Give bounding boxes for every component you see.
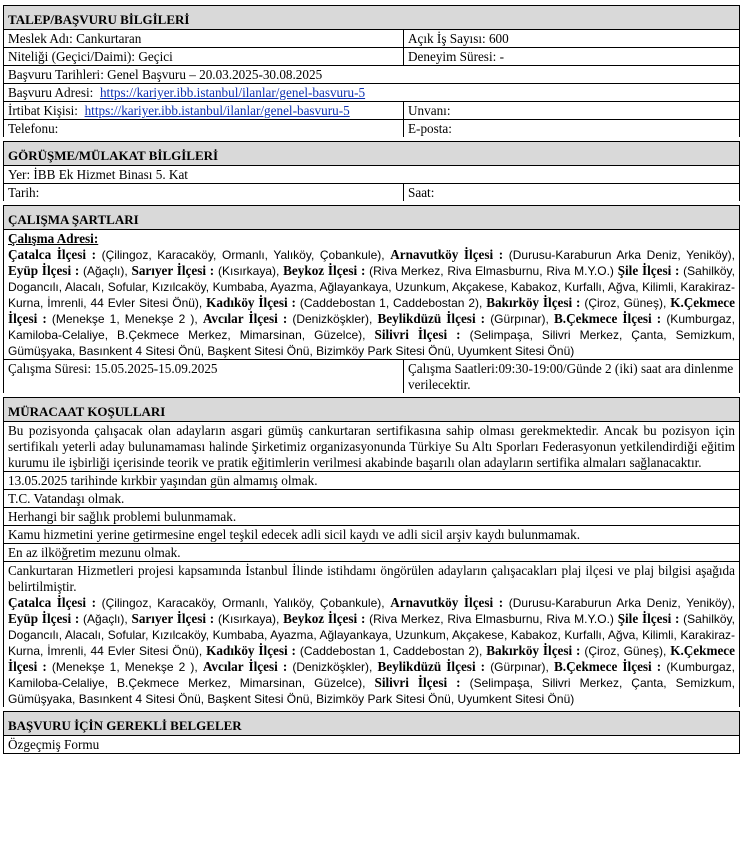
district-name: Eyüp İlçesi : — [8, 263, 80, 278]
district-name: B.Çekmece İlçesi : — [554, 659, 662, 674]
row-egitim — [3, 543, 740, 561]
district-name: Sarıyer İlçesi : — [131, 263, 215, 278]
row-yas — [3, 471, 740, 489]
basvuru-adresi-link[interactable]: https://kariyer.ibb.istanbul/ilanlar/genel-basvuru-5 — [99, 85, 366, 100]
district-detail: (Çilingoz, Karacaköy, Ormanlı, Yalıköy, Çobankule), — [96, 248, 391, 262]
meslek-adi: Meslek Adı: Cankurtaran — [4, 30, 404, 47]
district-name: Arnavutköy İlçesi : — [390, 595, 504, 610]
district-name: K.Çekmece İlçesi : — [8, 295, 735, 326]
district-detail: (Çilingoz, Karacaköy, Ormanlı, Yalıköy, Çobankule), — [96, 596, 391, 610]
district-detail: (Kısırkaya), — [214, 264, 284, 278]
district-name: Eyüp İlçesi : — [8, 611, 80, 626]
section-header-calisma: ÇALIŞMA ŞARTLARI — [3, 205, 740, 229]
district-name: Çatalca İlçesi : — [8, 247, 97, 262]
row-calisma-adresi — [3, 229, 740, 359]
district-list-1 — [8, 247, 735, 359]
calisma-adresi-block — [4, 230, 739, 359]
row-tc — [3, 489, 740, 507]
district-name: Arnavutköy İlçesi : — [390, 247, 504, 262]
district-name: Avcılar İlçesi : — [202, 311, 288, 326]
row-meslek — [3, 29, 740, 47]
row-saglik — [3, 507, 740, 525]
district-detail: (Denizköşkler), — [287, 660, 378, 674]
row-irtibat — [3, 101, 740, 119]
district-name: B.Çekmece İlçesi : — [554, 311, 662, 326]
district-name: Beylikdüzü İlçesi : — [377, 311, 486, 326]
deneyim-suresi: Deneyim Süresi: - — [408, 49, 504, 64]
egitim-kosulu: En az ilköğretim mezunu olmak. — [8, 545, 181, 560]
calisma-adresi-title: Çalışma Adresi: — [8, 231, 99, 246]
gorusme-tarihi: Tarih: — [4, 184, 404, 201]
district-detail: (Denizköşkler), — [287, 312, 378, 326]
district-detail: (Menekşe 1, Menekşe 2 ), — [46, 660, 203, 674]
district-detail: (Sahilköy, Dogancılı, Alacalı, Sofular, Kızılcaköy, Kumbaba, Ayazma, Ağlayankaya, Uzunkum, Akçakese, Kabakoz, Kurfallı, Ağva, Kilimli, Karakiraz-Kurna, İmrenli, 44 Evler Sitesi Önü), — [8, 612, 735, 658]
unvan: Unvanı: — [408, 103, 451, 118]
plaj-intro: Cankurtaran Hizmetleri projesi kapsamında İstanbul İlinde istihdamı öngörülen adayların çalışacakları plaj ilçesi ve plaj bilgisi aşağıda belirtilmiştir. — [8, 563, 735, 594]
district-name: K.Çekmece İlçesi : — [8, 643, 735, 674]
district-name: Beylikdüzü İlçesi : — [377, 659, 486, 674]
gorusme-yeri: Yer: İBB Ek Hizmet Binası 5. Kat — [8, 167, 188, 182]
district-list-2 — [8, 595, 735, 707]
district-detail: (Ağaçlı), — [79, 264, 132, 278]
ozgecmis-formu: Özgeçmiş Formu — [8, 737, 100, 752]
row-nitelik — [3, 47, 740, 65]
section-header-talep: TALEP/BAŞVURU BİLGİLERİ — [3, 5, 740, 29]
irtibat-kisisi — [4, 102, 404, 119]
district-detail: (Selimpaşa, Silivri Merkez, Çanta, Semizkum, Gümüşyaka, Basınkent 4 Sitesi Önü, Başkent Sitesi Önü, Bizimköy Park Sitesi Önü, Uyumkent Sitesi Önü) — [8, 676, 735, 706]
district-detail: (Menekşe 1, Menekşe 2 ), — [46, 312, 203, 326]
application-document — [3, 5, 740, 754]
district-detail: (Riva Merkez, Riva Elmasburnu, Riva M.Y.O.) — [365, 264, 618, 278]
row-tarihler — [3, 65, 740, 83]
basvuru-adresi — [4, 84, 739, 101]
district-detail: (Gürpınar), — [485, 312, 554, 326]
telefon: Telefonu: — [4, 120, 404, 137]
vatandaslik-kosulu: T.C. Vatandaşı olmak. — [8, 491, 125, 506]
sertifika-paragraph: Bu pozisyonda çalışacak olan adayların asgari gümüş cankurtaran sertifikasına sahip olması gerekmektedir. Ancak bu pozisyon için sertifikalı yeterli aday bulunamaması halinde Şirketimiz organizasyonunda Türkiye Su Altı Sporları Federasyonun yetkilendirdiği eğitim kurumu ile işbirliği içerisinde teorik ve pratik eğitimlerin verilmesi akabinde başarılı olan adayların sertifika almaları sağlanacaktır. — [8, 423, 735, 470]
row-sure-saat — [3, 359, 740, 393]
district-detail: (Sahilköy, Dogancılı, Alacalı, Sofular, Kızılcaköy, Kumbaba, Ayazma, Ağlayankaya, Uzunkum, Akçakese, Kabakoz, Kurfallı, Ağva, Kilimli, Karakiraz-Kurna, İmrenli, 44 Evler Sitesi Önü), — [8, 264, 735, 310]
district-detail: (Durusu-Karaburun Arka Deniz, Yeniköy), — [503, 596, 735, 610]
district-name: Avcılar İlçesi : — [202, 659, 288, 674]
district-detail: (Durusu-Karaburun Arka Deniz, Yeniköy), — [503, 248, 735, 262]
eposta: E-posta: — [408, 121, 452, 136]
district-detail: (Riva Merkez, Riva Elmasburnu, Riva M.Y.O.) — [365, 612, 618, 626]
district-detail: (Selimpaşa, Silivri Merkez, Çanta, Semizkum, Gümüşyaka, Basınkent 4 Sitesi Önü, Başkent Sitesi Önü, Bizimköy Park Sitesi Önü, Uyumkent Sitesi Önü) — [8, 328, 735, 358]
basvuru-adresi-label: Başvuru Adresi: — [8, 85, 94, 100]
row-plaj — [3, 561, 740, 707]
district-name: Kadıköy İlçesi : — [206, 295, 296, 310]
district-name: Sarıyer İlçesi : — [131, 611, 215, 626]
row-sicil — [3, 525, 740, 543]
district-detail: (Çiroz, Güneş), — [580, 644, 671, 658]
section-header-muracaat: MÜRACAAT KOŞULLARI — [3, 397, 740, 421]
district-name: Çatalca İlçesi : — [8, 595, 97, 610]
row-yer — [3, 165, 740, 183]
calisma-suresi: Çalışma Süresi: 15.05.2025-15.09.2025 — [4, 360, 404, 393]
district-detail: (Kumburgaz, Kamiloba-Celaliye, B.Çekmece Merkez, Mimarsinan, Güzelce), — [8, 312, 736, 342]
section-header-gorusme: GÖRÜŞME/MÜLAKAT BİLGİLERİ — [3, 141, 740, 165]
district-name: Şile İlçesi : — [617, 611, 680, 626]
district-name: Bakırköy İlçesi : — [486, 643, 581, 658]
row-tarih-saat — [3, 183, 740, 201]
district-name: Silivri İlçesi : — [374, 327, 461, 342]
irtibat-label: İrtibat Kişisi: — [8, 103, 78, 118]
gorusme-saati: Saat: — [408, 185, 435, 200]
district-detail: (Caddebostan 1, Caddebostan 2), — [295, 296, 487, 310]
district-detail: (Gürpınar), — [485, 660, 554, 674]
acik-is-sayisi: Açık İş Sayısı: 600 — [408, 31, 509, 46]
district-name: Beykoz İlçesi : — [283, 611, 366, 626]
saglik-kosulu: Herhangi bir sağlık problemi bulunmamak. — [8, 509, 237, 524]
row-ozgecmis — [3, 735, 740, 754]
sicil-kosulu: Kamu hizmetini yerine getirmesine engel teşkil edecek adli sicil kaydı ve adli sicil arşiv kaydı bulunmamak. — [8, 527, 581, 542]
district-detail: (Ağaçlı), — [79, 612, 132, 626]
district-detail: (Kısırkaya), — [214, 612, 284, 626]
row-adres — [3, 83, 740, 101]
basvuru-tarihleri: Başvuru Tarihleri: Genel Başvuru – 20.03.2025-30.08.2025 — [8, 67, 323, 82]
plaj-block — [4, 562, 739, 707]
district-detail: (Kumburgaz, Kamiloba-Celaliye, B.Çekmece Merkez, Mimarsinan, Güzelce), — [8, 660, 736, 690]
district-name: Şile İlçesi : — [617, 263, 680, 278]
yas-kosulu: 13.05.2025 tarihinde kırkbir yaşından gün almamış olmak. — [8, 473, 318, 488]
district-name: Bakırköy İlçesi : — [486, 295, 581, 310]
irtibat-link[interactable]: https://kariyer.ibb.istanbul/ilanlar/genel-basvuru-5 — [84, 103, 350, 118]
nitelik: Niteliği (Geçici/Daimi): Geçici — [4, 48, 404, 65]
district-detail: (Caddebostan 1, Caddebostan 2), — [295, 644, 487, 658]
calisma-saatleri: Çalışma Saatleri:09:30-19:00/Günde 2 (iki) saat ara dinlenme verilecektir. — [408, 361, 734, 392]
row-sertifika — [3, 421, 740, 471]
district-name: Beykoz İlçesi : — [283, 263, 366, 278]
district-name: Kadıköy İlçesi : — [206, 643, 296, 658]
row-telefon — [3, 119, 740, 137]
district-name: Silivri İlçesi : — [374, 675, 461, 690]
district-detail: (Çiroz, Güneş), — [580, 296, 671, 310]
section-header-belgeler: BAŞVURU İÇİN GEREKLİ BELGELER — [3, 711, 740, 735]
